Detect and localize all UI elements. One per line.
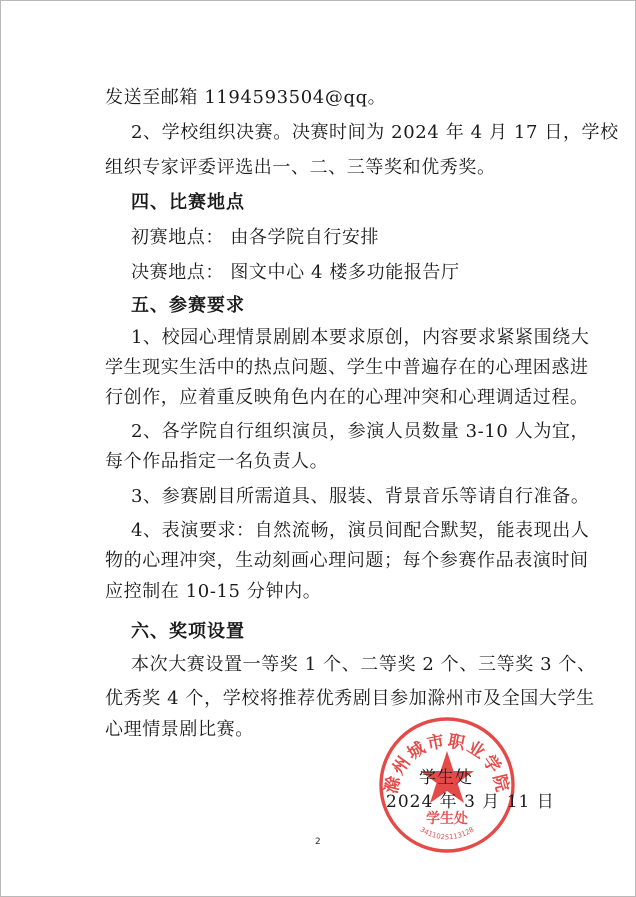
signature-date: 2024 年 3 月 11 日 bbox=[386, 792, 555, 812]
line-2: 2、学校组织决赛。决赛时间为 2024 年 4 月 17 日，学校 bbox=[131, 122, 619, 143]
line-19: 优秀奖 4 个，学校将推荐优秀剧目参加滁州市及全国大学生 bbox=[105, 688, 595, 709]
line-18: 本次大赛设置一等奖 1 个、二等奖 2 个、三等奖 3 个、 bbox=[131, 654, 596, 675]
section-heading-6: 六、奖项设置 bbox=[131, 621, 245, 642]
line-5: 初赛地点： 由各学院自行安排 bbox=[131, 227, 380, 248]
line-14: 4、表演要求：自然流畅，演员间配合默契，能表现出人 bbox=[131, 520, 590, 541]
line-20: 心理情景剧比赛。 bbox=[105, 719, 254, 740]
signature-org: 学生处 bbox=[419, 768, 473, 788]
line-9: 学生现实生活中的热点问题、学生中普遍存在的心理困惑进 bbox=[105, 357, 589, 378]
line-10: 行创作，应着重反映角色内在的心理冲突和心理调适过程。 bbox=[105, 387, 589, 408]
svg-text:3411025113128: 3411025113128 bbox=[418, 825, 476, 842]
line-1: 发送至邮箱 1194593504@qq。 bbox=[105, 87, 387, 108]
section-heading-4: 四、比赛地点 bbox=[131, 192, 245, 213]
line-15: 物的心理冲突，生动刻画心理问题；每个参赛作品表演时间 bbox=[105, 550, 589, 571]
svg-text:学生处: 学生处 bbox=[426, 811, 468, 827]
line-12: 每个作品指定一名负责人。 bbox=[105, 451, 329, 472]
section-heading-5: 五、参赛要求 bbox=[131, 295, 245, 316]
line-16: 应控制在 10-15 分钟内。 bbox=[105, 581, 322, 602]
line-11: 2、各学院自行组织演员，参演人员数量 3-10 人为宜， bbox=[131, 421, 590, 442]
page-number: 2 bbox=[315, 837, 321, 847]
line-3: 组织专家评委评选出一、二、三等奖和优秀奖。 bbox=[105, 157, 496, 178]
line-8: 1、校园心理情景剧剧本要求原创，内容要求紧紧围绕大 bbox=[131, 327, 590, 348]
line-13: 3、参赛剧目所需道具、服装、背景音乐等请自行准备。 bbox=[131, 486, 590, 507]
svg-text:滁州城市职业学院: 滁州城市职业学院 bbox=[381, 731, 513, 796]
line-6: 决赛地点： 图文中心 4 楼多功能报告厅 bbox=[131, 262, 460, 283]
